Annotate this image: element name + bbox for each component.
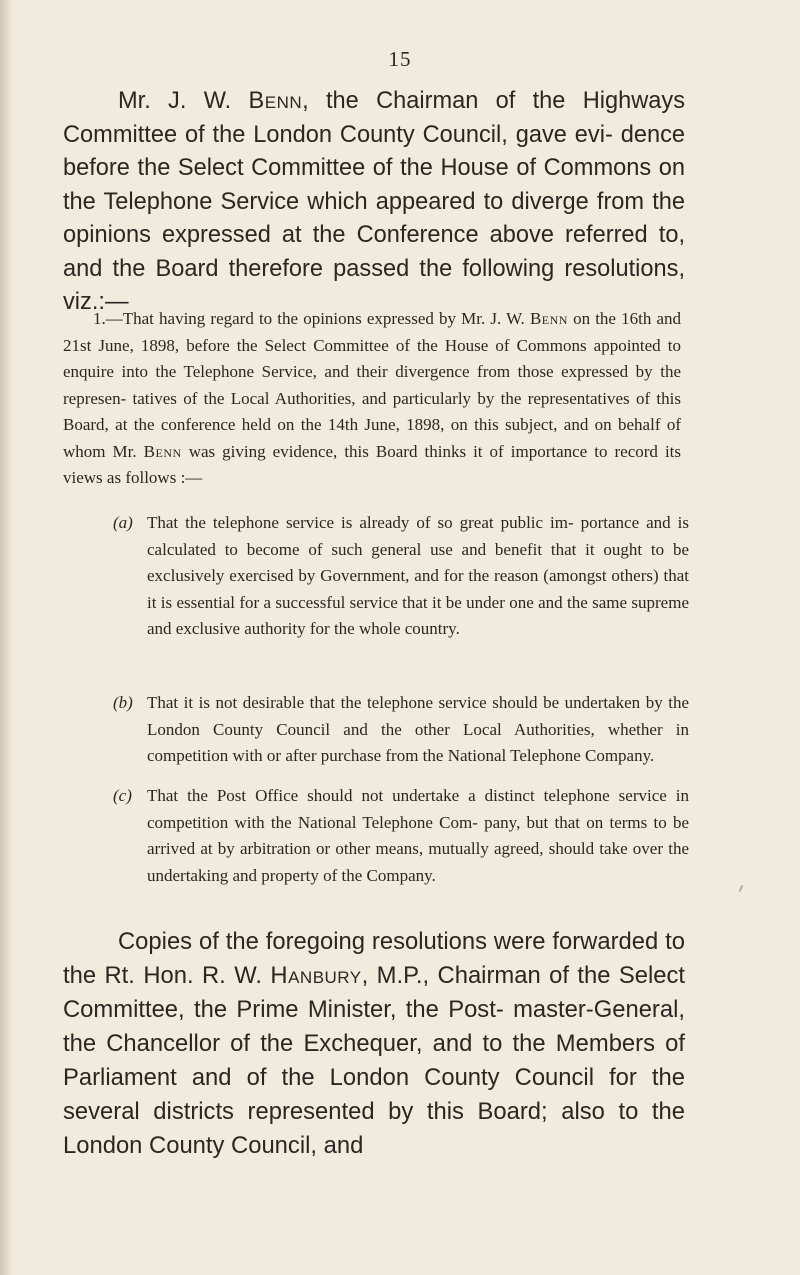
clause-a-text: That the telephone service is already of so great public im- portance and is calculated to become of such general use and benefit that it ought to be exclusively exercised by Government, and for the reason (amongst others) that it is essential for a successful service that it be under one and the same supreme and exclusive authority for the whole country. [147, 513, 689, 638]
intro-post: , the Chairman of the Highways Committee of the London County Council, gave evi- dence before the Select Committee of the House of Commons on the Telephone Service which appeared to diverge from the opinions expressed at the Conference above referred to, and the Board therefore passed the following resolutions, viz.:— [63, 88, 685, 315]
paper-mark [739, 885, 744, 892]
resolution-name1: Benn [529, 309, 568, 328]
resolution-part3: was giving evidence, this Board thinks it of importance to record its views as follows :— [63, 441, 682, 487]
copies-post: , M.P., Chairman of the Select Committee, the Prime Minister, the Post- master-General, the Chancellor of the Exchequer, and to the Members of Parliament and of the London County Council for the several districts represented by this Board; also to the London County Council, and [63, 962, 685, 1159]
clause-b-label: (b) [113, 693, 133, 712]
copies-name: Hanbury [270, 962, 362, 989]
clause-b-text: That it is not desirable that the telephone service should be undertaken by the London County Council and the other Local Authorities, whether in competition with or after purchase from the National Telephone Company. [147, 693, 689, 765]
clause-c-text: That the Post Office should not undertake a distinct telephone service in competition with the National Telephone Com- pany, but that on terms to be arrived at by arbitration or other means, mutually agreed, should take over the undertaking and property of the Company. [147, 786, 689, 885]
clause-c [113, 783, 689, 889]
clause-a-label: (a) [113, 513, 133, 532]
clause-b [113, 690, 689, 770]
page-number: 15 [388, 47, 412, 71]
clause-c-label: (c) [113, 786, 132, 805]
intro-paragraph [63, 85, 685, 320]
resolution-name2: Benn [143, 441, 182, 461]
page-spine-shadow [0, 0, 14, 1275]
resolution-1 [63, 306, 681, 492]
copies-pre: Copies of the foregoing resolutions were forwarded to the Rt. Hon. R. W. [63, 928, 685, 989]
intro-pre: Mr. J. W. [118, 88, 249, 114]
resolution-part2: on the 16th and 21st June, 1898, before the Select Committee of the House of Commons appointed to enquire into the Telephone Service, and their divergence from those expressed by the represen- tatives of the Local Authorities, and particularly by the representatives of this Board, at the conference held on the 14th June, 1898, on this subject, and on behalf of whom Mr. [63, 309, 681, 461]
copies-paragraph [63, 925, 685, 1163]
clause-a [113, 510, 689, 643]
intro-name: Benn [248, 88, 303, 114]
resolution-part1: 1.—That having regard to the opinions expressed by Mr. J. W. [93, 309, 530, 328]
